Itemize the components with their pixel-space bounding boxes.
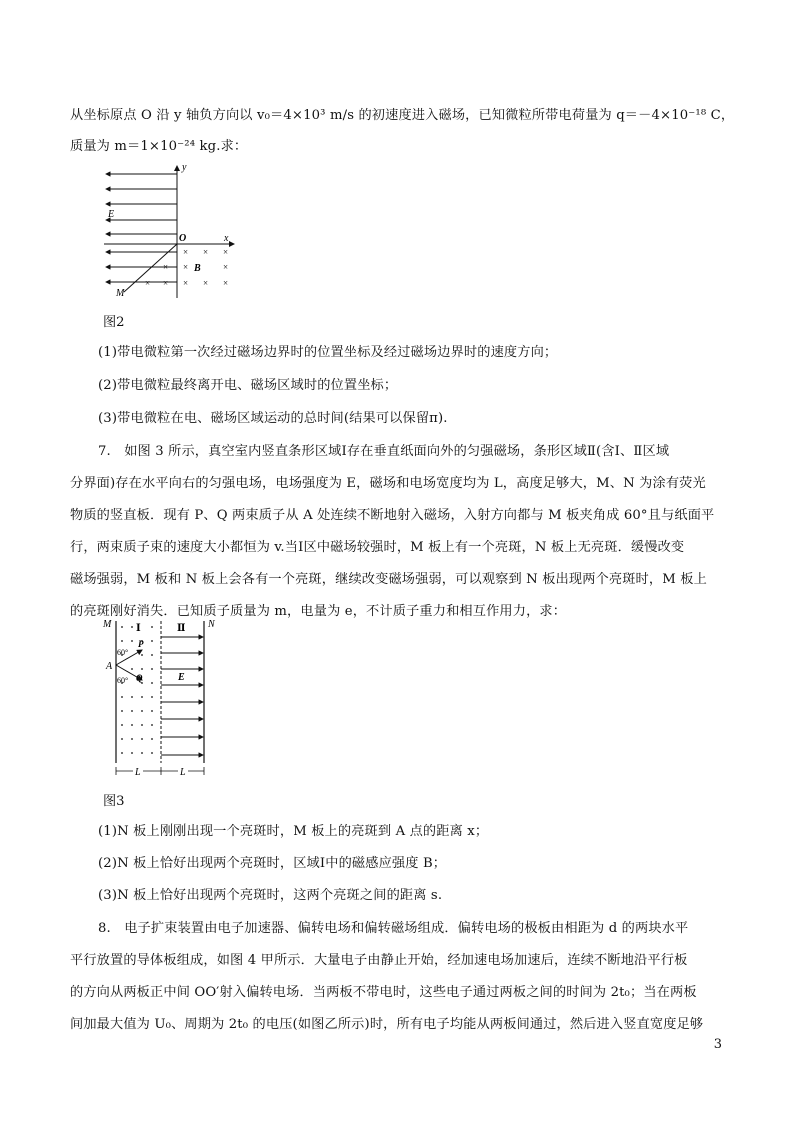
b-label: B <box>194 263 201 274</box>
l2-label: L <box>180 767 186 778</box>
text-line: (1)带电微粒第一次经过磁场边界时的位置坐标及经过磁场边界时的速度方向； <box>98 345 558 360</box>
figure-3 <box>100 617 224 779</box>
svg-text:×: × <box>223 247 229 257</box>
m-label: M <box>116 288 125 299</box>
boundary-om <box>124 244 177 292</box>
q-label: Q <box>136 673 143 683</box>
text-line: 行，两束质子束的速度大小都恒为 v.当Ⅰ区中磁场较强时，M 板上有一个亮斑，N 板上无亮斑．缓慢改变 <box>70 540 685 555</box>
text-line: 物质的竖直板．现有 P、Q 两束质子从 A 处连续不断地射入磁场，入射方向都与 M 板夹角成 60°且与纸面平 <box>70 508 715 523</box>
figure-2 <box>100 158 240 300</box>
a-label: A <box>106 661 113 672</box>
svg-text:×: × <box>223 278 229 288</box>
text-line: (2)N 板上恰好出现两个亮斑时，区域Ⅰ中的磁感应强度 B； <box>98 856 447 871</box>
text-line: (3)带电微粒在电、磁场区域运动的总时间(结果可以保留π). <box>98 411 448 426</box>
text-line: (2)带电微粒最终离开电、磁场区域时的位置坐标； <box>98 378 398 393</box>
b-field-dots <box>121 626 153 754</box>
text-line: 7. 如图 3 所示，真空室内竖直条形区域Ⅰ存在垂直纸面向外的匀强磁场，条形区域Ⅱ(含Ⅰ、Ⅱ区域 <box>98 444 670 459</box>
n-plate-label: N <box>208 619 215 630</box>
text-line: 8. 电子扩束装置由电子加速器、偏转电场和偏转磁场组成．偏转电场的极板由相距为 d 的两块水平 <box>98 921 689 936</box>
svg-text:×: × <box>183 262 189 272</box>
region-ii-label: Ⅱ <box>177 623 186 634</box>
text-line: 磁场强弱，M 板和 N 板上会各有一个亮斑，继续改变磁场强弱，可以观察到 N 板出现两个亮斑时，M 板上 <box>70 572 707 587</box>
angle-upper: 60° <box>117 648 129 657</box>
text-line: 的方向从两板正中间 OO′射入偏转电场．当两板不带电时，这些电子通过两板之间的时间为 2t₀；当在两板 <box>70 985 697 1000</box>
p-label: P <box>138 639 144 649</box>
figure-2-caption: 图2 <box>103 315 125 330</box>
text-line: 间加最大值为 U₀、周期为 2t₀ 的电压(如图乙所示)时，所有电子均能从两板间通过，然后进入竖直宽度足够 <box>70 1017 704 1032</box>
e-label: E <box>108 209 115 220</box>
text-line: (1)N 板上刚刚出现一个亮斑时，M 板上的亮斑到 A 点的距离 x； <box>98 824 489 839</box>
l1-label: L <box>135 767 141 778</box>
page-number: 3 <box>713 1037 722 1052</box>
svg-text:×: × <box>183 278 189 288</box>
text-line: 质量为 m＝1×10⁻²⁴ kg.求： <box>70 139 248 154</box>
svg-text:×: × <box>203 278 209 288</box>
svg-text:×: × <box>203 247 209 257</box>
angle-lower: 60° <box>117 676 129 685</box>
text-line: 平行放置的导体板组成，如图 4 甲所示．大量电子由静止开始，经加速电场加速后，连续不断地沿平行板 <box>70 953 688 968</box>
svg-text:×: × <box>163 262 169 272</box>
svg-text:×: × <box>163 278 169 288</box>
region-i-label: Ⅰ <box>136 623 141 634</box>
e-label: E <box>178 672 185 683</box>
svg-text:×: × <box>183 247 189 257</box>
text-line: (3)N 板上恰好出现两个亮斑时，这两个亮斑之间的距离 s. <box>98 888 443 903</box>
svg-text:×: × <box>145 278 151 288</box>
m-plate-label: M <box>103 619 112 630</box>
text-line: 从坐标原点 O 沿 y 轴负方向以 v₀＝4×10³ m/s 的初速度进入磁场，已知微粒所带电荷量为 q＝－4×10⁻¹⁸ C， <box>70 108 735 123</box>
svg-text:×: × <box>223 262 229 272</box>
e-field-arrows <box>161 637 203 755</box>
y-label: y <box>182 162 187 173</box>
origin-label: O <box>179 233 187 244</box>
text-line: 的亮斑刚好消失．已知质子质量为 m，电量为 e，不计质子重力和相互作用力，求： <box>70 604 567 619</box>
x-label: x <box>224 233 229 244</box>
text-line: 分界面)存在水平向右的匀强电场，电场强度为 E，磁场和电场宽度均为 L，高度足够大，M、N 为涂有荧光 <box>70 476 706 491</box>
figure-3-caption: 图3 <box>103 794 125 809</box>
